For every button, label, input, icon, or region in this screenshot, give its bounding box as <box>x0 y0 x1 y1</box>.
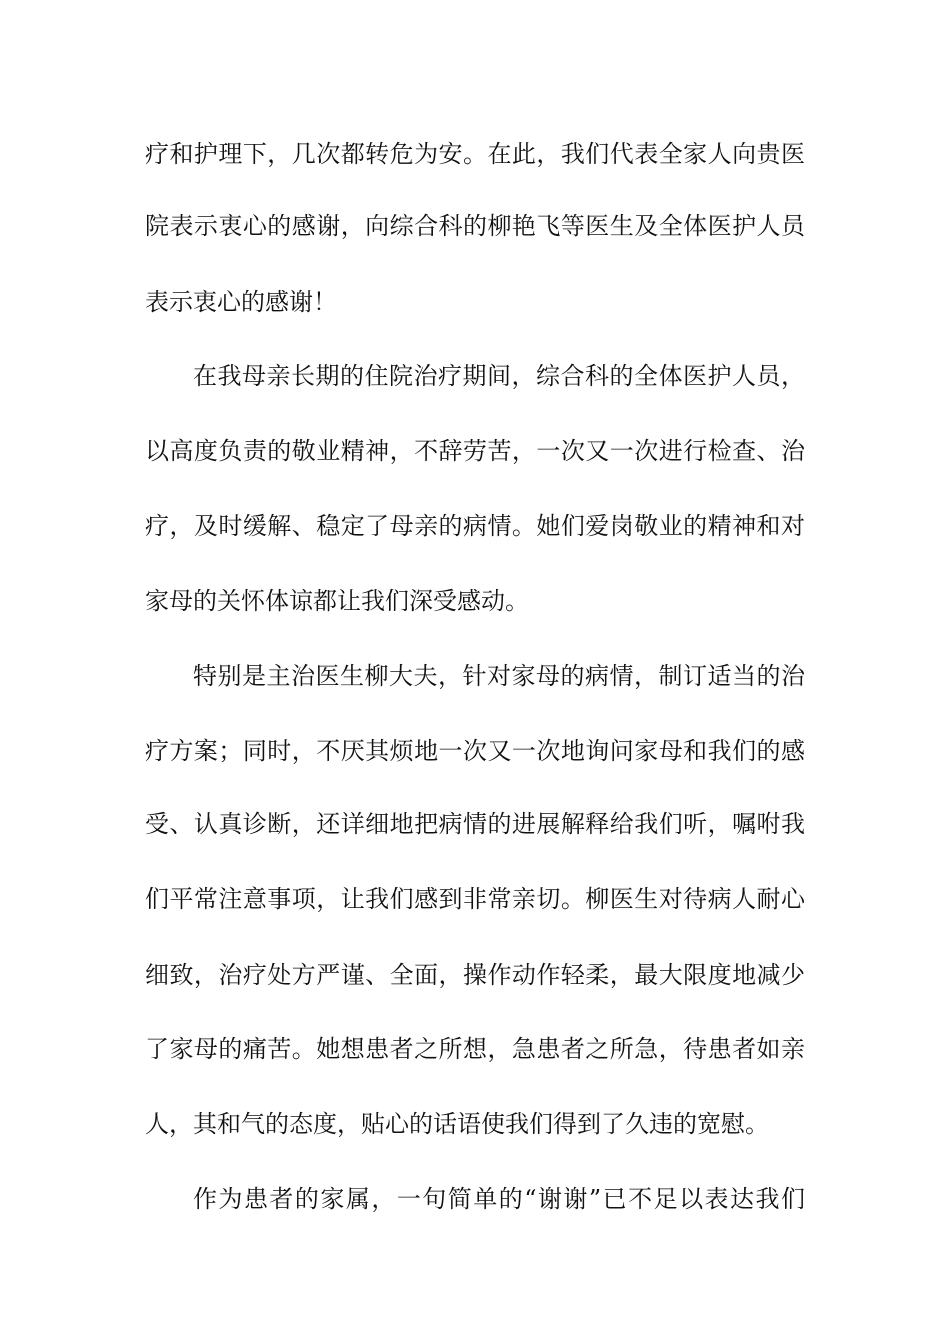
text-line: 院表示衷心的感谢，向综合科的柳艳飞等医生及全体医护人员 <box>145 212 805 240</box>
text-line: 受、认真诊断，还详细地把病情的进展解释给我们听，嘱咐我 <box>145 810 805 838</box>
paragraph-first-line: 特别是主治医生柳大夫，针对家母的病情，制订适当的治 <box>193 662 805 690</box>
text-line: 们平常注意事项，让我们感到非常亲切。柳医生对待病人耐心 <box>145 885 805 913</box>
text-line: 疗和护理下，几次都转危为安。在此，我们代表全家人向贵医 <box>145 140 805 168</box>
text-line: 了家母的痛苦。她想患者之所想，急患者之所急，待患者如亲 <box>145 1035 805 1063</box>
text-line: 人，其和气的态度，贴心的话语使我们得到了久违的宽慰。 <box>145 1110 769 1138</box>
paragraph-first-line: 在我母亲长期的住院治疗期间，综合科的全体医护人员， <box>193 362 805 390</box>
paragraph-first-line: 作为患者的家属，一句简单的“谢谢”已不足以表达我们 <box>193 1185 805 1213</box>
text-line: 以高度负责的敬业精神，不辞劳苦，一次又一次进行检查、治 <box>145 437 805 465</box>
text-line: 表示衷心的感谢！ <box>145 288 337 316</box>
text-line: 细致，治疗处方严谨、全面，操作动作轻柔，最大限度地减少 <box>145 961 805 989</box>
text-line: 疗，及时缓解、稳定了母亲的病情。她们爱岗敬业的精神和对 <box>145 512 805 540</box>
text-line: 家母的关怀体谅都让我们深受感动。 <box>145 587 529 615</box>
text-line: 疗方案；同时，不厌其烦地一次又一次地询问家母和我们的感 <box>145 737 805 765</box>
